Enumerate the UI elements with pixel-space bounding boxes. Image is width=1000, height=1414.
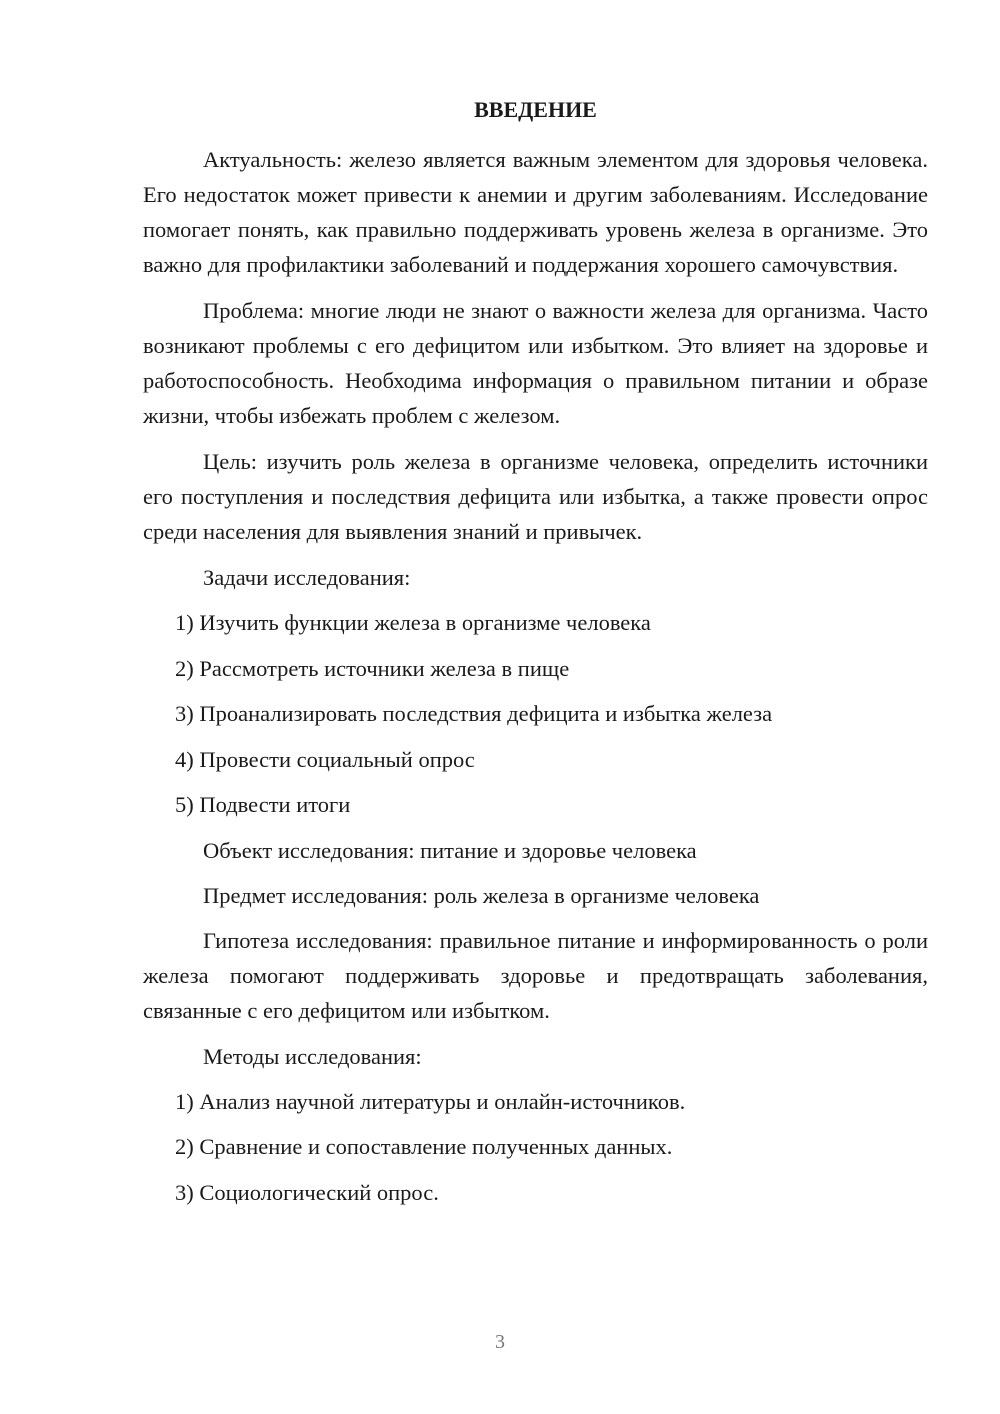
task-item: 3) Проанализировать последствия дефицита и избытка железа <box>175 701 773 726</box>
page-content <box>143 88 928 1220</box>
method-item: 3) Социологический опрос. <box>175 1179 439 1205</box>
relevance-paragraph: Актуальность: железо является важным элементом для здоровья человека. Его недостаток может привести к анемии и другим заболеваниям. Исследование помогает понять, как правильно поддерживать уровень железа в организме. Это важно для профилактики заболеваний и поддержания хорошего самочувствия. <box>143 147 928 277</box>
object-line: Объект исследования: питание и здоровье человека <box>203 837 697 863</box>
task-item: 5) Подвести итоги <box>175 792 351 817</box>
tasks-list <box>143 605 928 822</box>
tasks-label: Задачи исследования: <box>203 565 411 590</box>
hypothesis-paragraph: Гипотеза исследования: правильное питание и информированность о роли железа помогают поддерживать здоровье и предотвращать заболевания, связанные с его дефицитом или избытком. <box>143 927 928 1023</box>
page-number: 3 <box>495 1331 505 1353</box>
methods-list <box>143 1084 928 1210</box>
task-item: 2) Рассмотреть источники железа в пище <box>175 655 570 681</box>
methods-label: Методы исследования: <box>203 1043 422 1069</box>
task-item: 1) Изучить функции железа в организме человека <box>175 610 651 635</box>
problem-paragraph: Проблема: многие люди не знают о важности железа для организма. Часто возникают проблемы с его дефицитом или избытком. Это влияет на здоровье и работоспособность. Необходима информация о правильном питании и образе жизни, чтобы избежать проблем с железом. <box>143 298 928 428</box>
method-item: 2) Сравнение и сопоставление полученных данных. <box>175 1134 673 1159</box>
goal-paragraph: Цель: изучить роль железа в организме человека, определить источники его поступления и последствия дефицита или избытка, а также провести опрос среди населения для выявления знаний и привычек. <box>143 449 928 544</box>
task-item: 4) Провести социальный опрос <box>175 746 475 772</box>
section-title: ВВЕДЕНИЕ <box>474 97 597 122</box>
subject-line: Предмет исследования: роль железа в организме человека <box>203 882 760 908</box>
method-item: 1) Анализ научной литературы и онлайн-источников. <box>175 1088 686 1114</box>
